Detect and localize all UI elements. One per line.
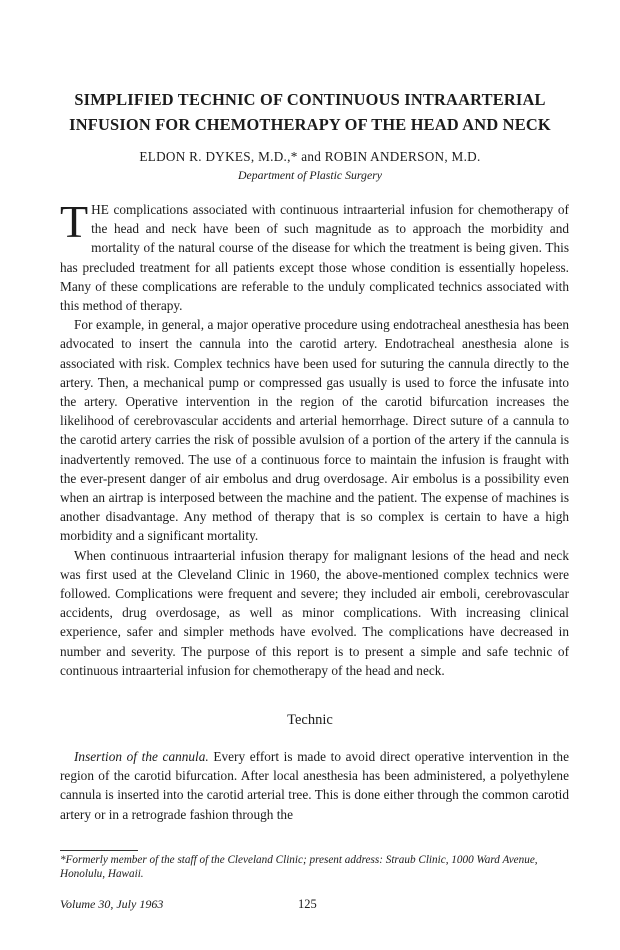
page-number: 125: [298, 897, 317, 911]
technic-paragraph-text: Every effort is made to avoid direct operative intervention in the region of the carotid bifurcation. After local anesthesia has been administered, a polyethylene cannula is inserted into the carotid arterial tree. This is done either through the common carotid artery or in a retrograde fashion through the: [60, 749, 569, 822]
drop-cap: T: [60, 196, 89, 247]
footnote: *Formerly member of the staff of the Cleveland Clinic; present address: Straub Clinic, 1000 Ward Avenue, Honolulu, Hawaii.: [60, 854, 538, 880]
technic-section: [60, 747, 569, 824]
intro-paragraph-1-text: HE complications associated with continuous intraarterial infusion for chemotherapy of the head and neck have been of such magnitude as to approach the morbidity and mortality of the natural course of the disease for which the treatment is being given. This has precluded treatment for all patients except those whose condition is essentially hopeless. Many of these complications are referable to the unduly complicated technics associated with this method of therapy.: [60, 202, 569, 314]
intro-paragraph-3: When continuous intraarterial infusion therapy for malignant lesions of the head and neck was first used at the Cleveland Clinic in 1960, the above-mentioned complex technics were followed. Complications were frequent and severe; they included air emboli, cerebrovascular accidents, drug overdosage, as well as minor complications. With increasing clinical experience, safer and simpler methods have evolved. The complications have decreased in number and severity. The purpose of this report is to present a simple and safe technic of continuous intraarterial infusion for chemotherapy of the head and neck.: [60, 547, 569, 678]
journal-volume: Volume 30, July 1963: [60, 897, 164, 911]
article-title-line-2: INFUSION FOR CHEMOTHERAPY OF THE HEAD AND NECK: [69, 115, 551, 134]
department: Department of Plastic Surgery: [237, 168, 383, 182]
technic-paragraph: [60, 747, 569, 824]
authors: ELDON R. DYKES, M.D.,* and ROBIN ANDERSON, M.D.: [139, 149, 481, 164]
footnote-rule: [60, 850, 138, 851]
introduction: [60, 196, 569, 680]
intro-paragraph-1: [60, 196, 569, 315]
section-heading-technic: Technic: [287, 712, 333, 728]
technic-paragraph-lead: Insertion of the cannula.: [74, 749, 209, 764]
article-title-line-1: SIMPLIFIED TECHNIC OF CONTINUOUS INTRAARTERIAL: [74, 90, 546, 109]
intro-paragraph-2: For example, in general, a major operative procedure using endotracheal anesthesia has been advocated to insert the cannula into the carotid artery. Endotracheal anesthesia alone is associated with risk. Complex technics have been used for suturing the cannula directly to the artery. Then, a mechanical pump or compressed gas usually is used to force the infusate into the artery. Operative intervention in the region of the carotid bifurcation increases the likelihood of cerebrovascular accidents and arterial hemorrhage. Direct suture of a cannula to the carotid artery carries the risk of possible avulsion of a portion of the artery if the cannula is inadvertently removed. The use of a continuous force to maintain the infusion is fraught with the ever-present danger of air embolus and drug overdosage. Air embolus is a possibility even when an airtrap is interposed between the machine and the patient. The expense of machines is another disadvantage. Any method of therapy that is so complex is certain to have a high morbidity and a significant mortality.: [60, 317, 569, 544]
